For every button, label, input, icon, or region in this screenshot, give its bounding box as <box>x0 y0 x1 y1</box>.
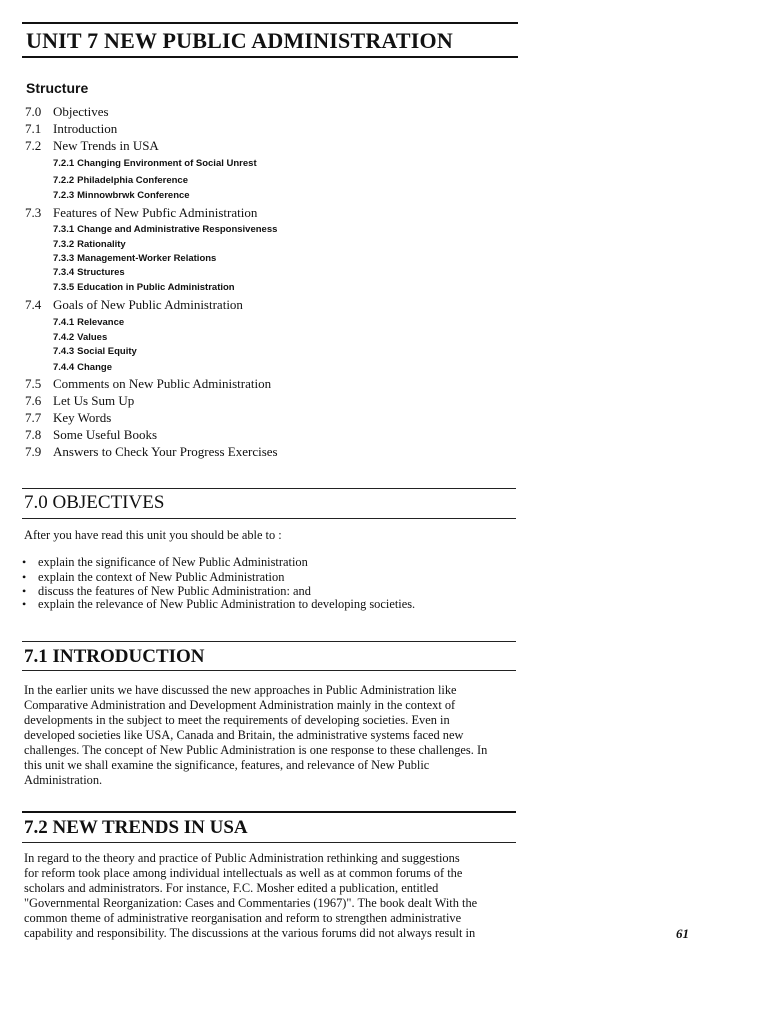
toc-subentry: 7.3.4 Structures <box>53 267 125 278</box>
toc-entry: 7.6 Let Us Sum Up <box>25 393 135 408</box>
list-item: • discuss the features of New Public Administration: and <box>22 584 311 598</box>
page-number: 61 <box>676 926 689 941</box>
toc-entry: 7.0 Objectives <box>25 104 109 119</box>
toc-entry: 7.7 Key Words <box>25 410 112 425</box>
toc-entry: 7.8 Some Useful Books <box>25 427 157 442</box>
toc-subentry: 7.4.1 Relevance <box>53 317 125 328</box>
objectives-top-rule <box>22 488 516 489</box>
toc-subentry: 7.3.2 Rationality <box>53 239 126 250</box>
toc-entry: 7.5 Comments on New Public Administration <box>25 376 272 391</box>
toc-subentry: 7.2.3 Minnowbrwk Conference <box>53 190 190 201</box>
toc-entry: 7.3 Features of New Pubfic Administration <box>25 205 258 220</box>
introduction-bottom-rule <box>22 670 516 671</box>
toc-subentry: 7.3.1 Change and Administrative Responsiveness <box>53 224 278 235</box>
toc-entry: 7.9 Answers to Check Your Progress Exercises <box>25 444 278 459</box>
toc-entry: 7.2 New Trends in USA <box>25 138 159 153</box>
objectives-heading: 7.0 OBJECTIVES <box>24 492 165 513</box>
top-rule <box>22 22 518 24</box>
new-trends-heading: 7.2 NEW TRENDS IN USA <box>24 817 248 838</box>
toc-entry: 7.4 Goals of New Public Administration <box>25 297 243 312</box>
list-item: • explain the relevance of New Public Administration to developing societies. <box>22 597 416 611</box>
toc-subentry: 7.4.3 Social Equity <box>53 346 137 357</box>
toc-subentry: 7.3.3 Management-Worker Relations <box>53 253 217 264</box>
objectives-intro: After you have read this unit you should be able to : <box>24 528 282 542</box>
title-underline <box>22 56 518 58</box>
new-trends-bottom-rule <box>22 842 516 843</box>
toc-subentry: 7.3.5 Education in Public Administration <box>53 282 235 293</box>
list-item: • explain the significance of New Public Administration <box>22 555 308 569</box>
structure-heading: Structure <box>26 80 89 96</box>
unit-title: UNIT 7 NEW PUBLIC ADMINISTRATION <box>26 28 453 53</box>
toc-subentry: 7.4.4 Change <box>53 362 112 373</box>
toc-subentry: 7.4.2 Values <box>53 332 108 343</box>
new-trends-paragraph: In regard to the theory and practice of Public Administration rethinking and suggestions for reform took place among individual intellectuals as well as at common forums of the scholars and administrators. For instance, F.C. Mosher edited a publication, entitled "Governmental Reorganization: Cases and Commentaries (1967)". The book dealt With the common theme of administrative reorganisation and reform to strengthen administrative capability and responsibility. The discussions at the various forums did not always result in <box>24 851 478 940</box>
introduction-top-rule <box>22 641 516 642</box>
toc-entry: 7.1 Introduction <box>25 121 118 136</box>
list-item: • explain the context of New Public Administration <box>22 570 285 584</box>
new-trends-top-rule <box>22 811 516 813</box>
objectives-bottom-rule <box>22 518 516 519</box>
introduction-paragraph: In the earlier units we have discussed the new approaches in Public Administration like Comparative Administration and Development Administration mainly in the context of developments in the subject to meet the requirements of developing societies. Even in developed societies like USA, Canada and Britain, the administrative systems faced new challenges. The concept of New Public Administration is one response to these challenges. In this unit we shall examine the significance, features, and relevance of New Public Administration. <box>24 683 488 787</box>
toc-subentry: 7.2.1 Changing Environment of Social Unrest <box>53 158 257 169</box>
introduction-heading: 7.1 INTRODUCTION <box>24 646 205 667</box>
toc-subentry: 7.2.2 Philadelphia Conference <box>53 175 189 186</box>
